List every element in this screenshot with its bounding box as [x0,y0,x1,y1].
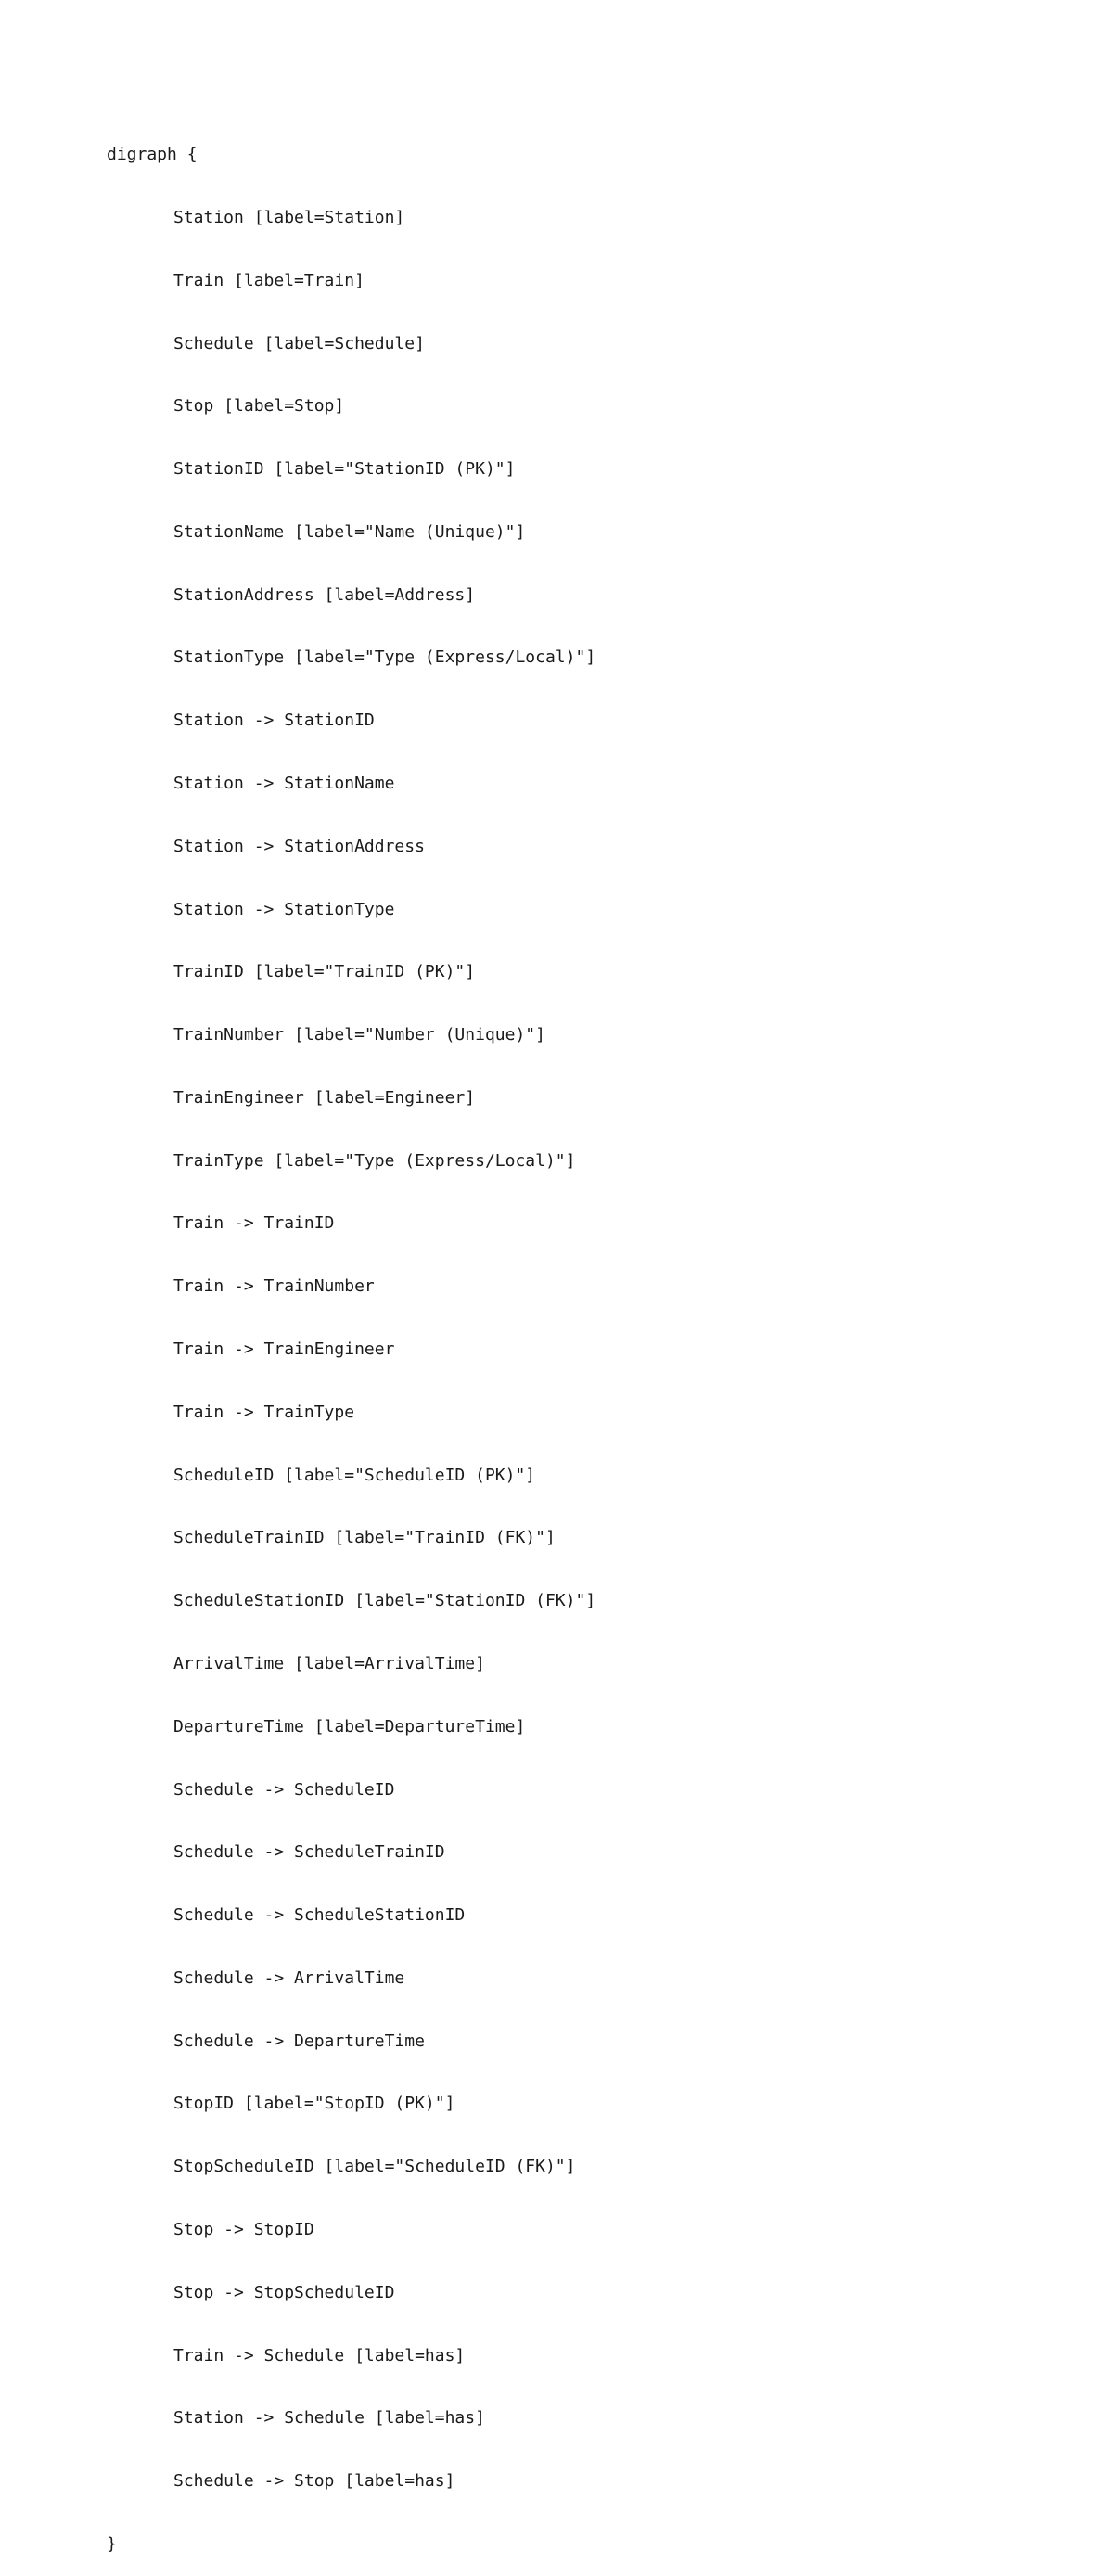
code-line: StationType [label="Type (Express/Local)"] [173,647,596,668]
code-line: StationID [label="StationID (PK)"] [173,459,516,480]
code-line: ScheduleTrainID [label="TrainID (FK)"] [173,1528,556,1548]
code-line: Station -> StationAddress [173,836,425,856]
code-line: StationName [label="Name (Unique)"] [173,521,526,542]
code-line: ArrivalTime [label=ArrivalTime] [173,1653,485,1673]
code-line: StopScheduleID [label="ScheduleID (FK)"] [173,2157,576,2177]
code-line: Station -> StationType [173,899,395,919]
code-line: Train -> TrainEngineer [173,1339,395,1360]
code-line: Train -> TrainID [173,1213,335,1234]
code-line: TrainEngineer [label=Engineer] [173,1087,476,1108]
code-line: Schedule -> ArrivalTime [173,1967,405,1988]
code-line: Schedule -> ScheduleTrainID [173,1842,445,1863]
code-line: Station -> StationID [173,711,375,731]
code-line: Schedule -> ScheduleID [173,1779,395,1800]
code-line: Train [label=Train] [173,270,365,290]
code-line: Station -> Schedule [label=has] [173,2408,485,2429]
code-line: Schedule -> DepartureTime [173,2031,425,2051]
code-line: Schedule [label=Schedule] [173,333,425,353]
code-line: Schedule -> ScheduleStationID [173,1905,466,1926]
code-line: TrainID [label="TrainID (PK)"] [173,962,476,982]
code-line: ScheduleStationID [label="StationID (FK)"] [173,1591,596,1611]
code-line: TrainType [label="Type (Express/Local)"] [173,1150,576,1171]
code-line: Stop -> StopID [173,2219,314,2239]
code-line: DepartureTime [label=DepartureTime] [173,1716,526,1737]
code-line: StationAddress [label=Address] [173,584,476,605]
code-line: Train -> Schedule [label=has] [173,2345,466,2365]
code-line: Train -> TrainNumber [173,1276,375,1297]
code-line: Schedule -> Stop [label=has] [173,2471,455,2492]
code-line: Station -> StationName [173,774,395,793]
code-line: Station [label=Station] [173,207,405,227]
code-line: ScheduleID [label="ScheduleID (PK)"] [173,1465,536,1485]
code-line: StopID [label="StopID (PK)"] [173,2094,455,2114]
code-line: Stop [label=Stop] [173,396,345,417]
code-line: TrainNumber [label="Number (Unique)"] [173,1025,545,1045]
dot-source-code [107,103,595,2576]
code-line: Stop -> StopScheduleID [173,2282,395,2302]
code-line: Train -> TrainType [173,1402,355,1422]
code-line-open: digraph { [107,145,198,165]
code-line-close: } [107,2533,117,2554]
